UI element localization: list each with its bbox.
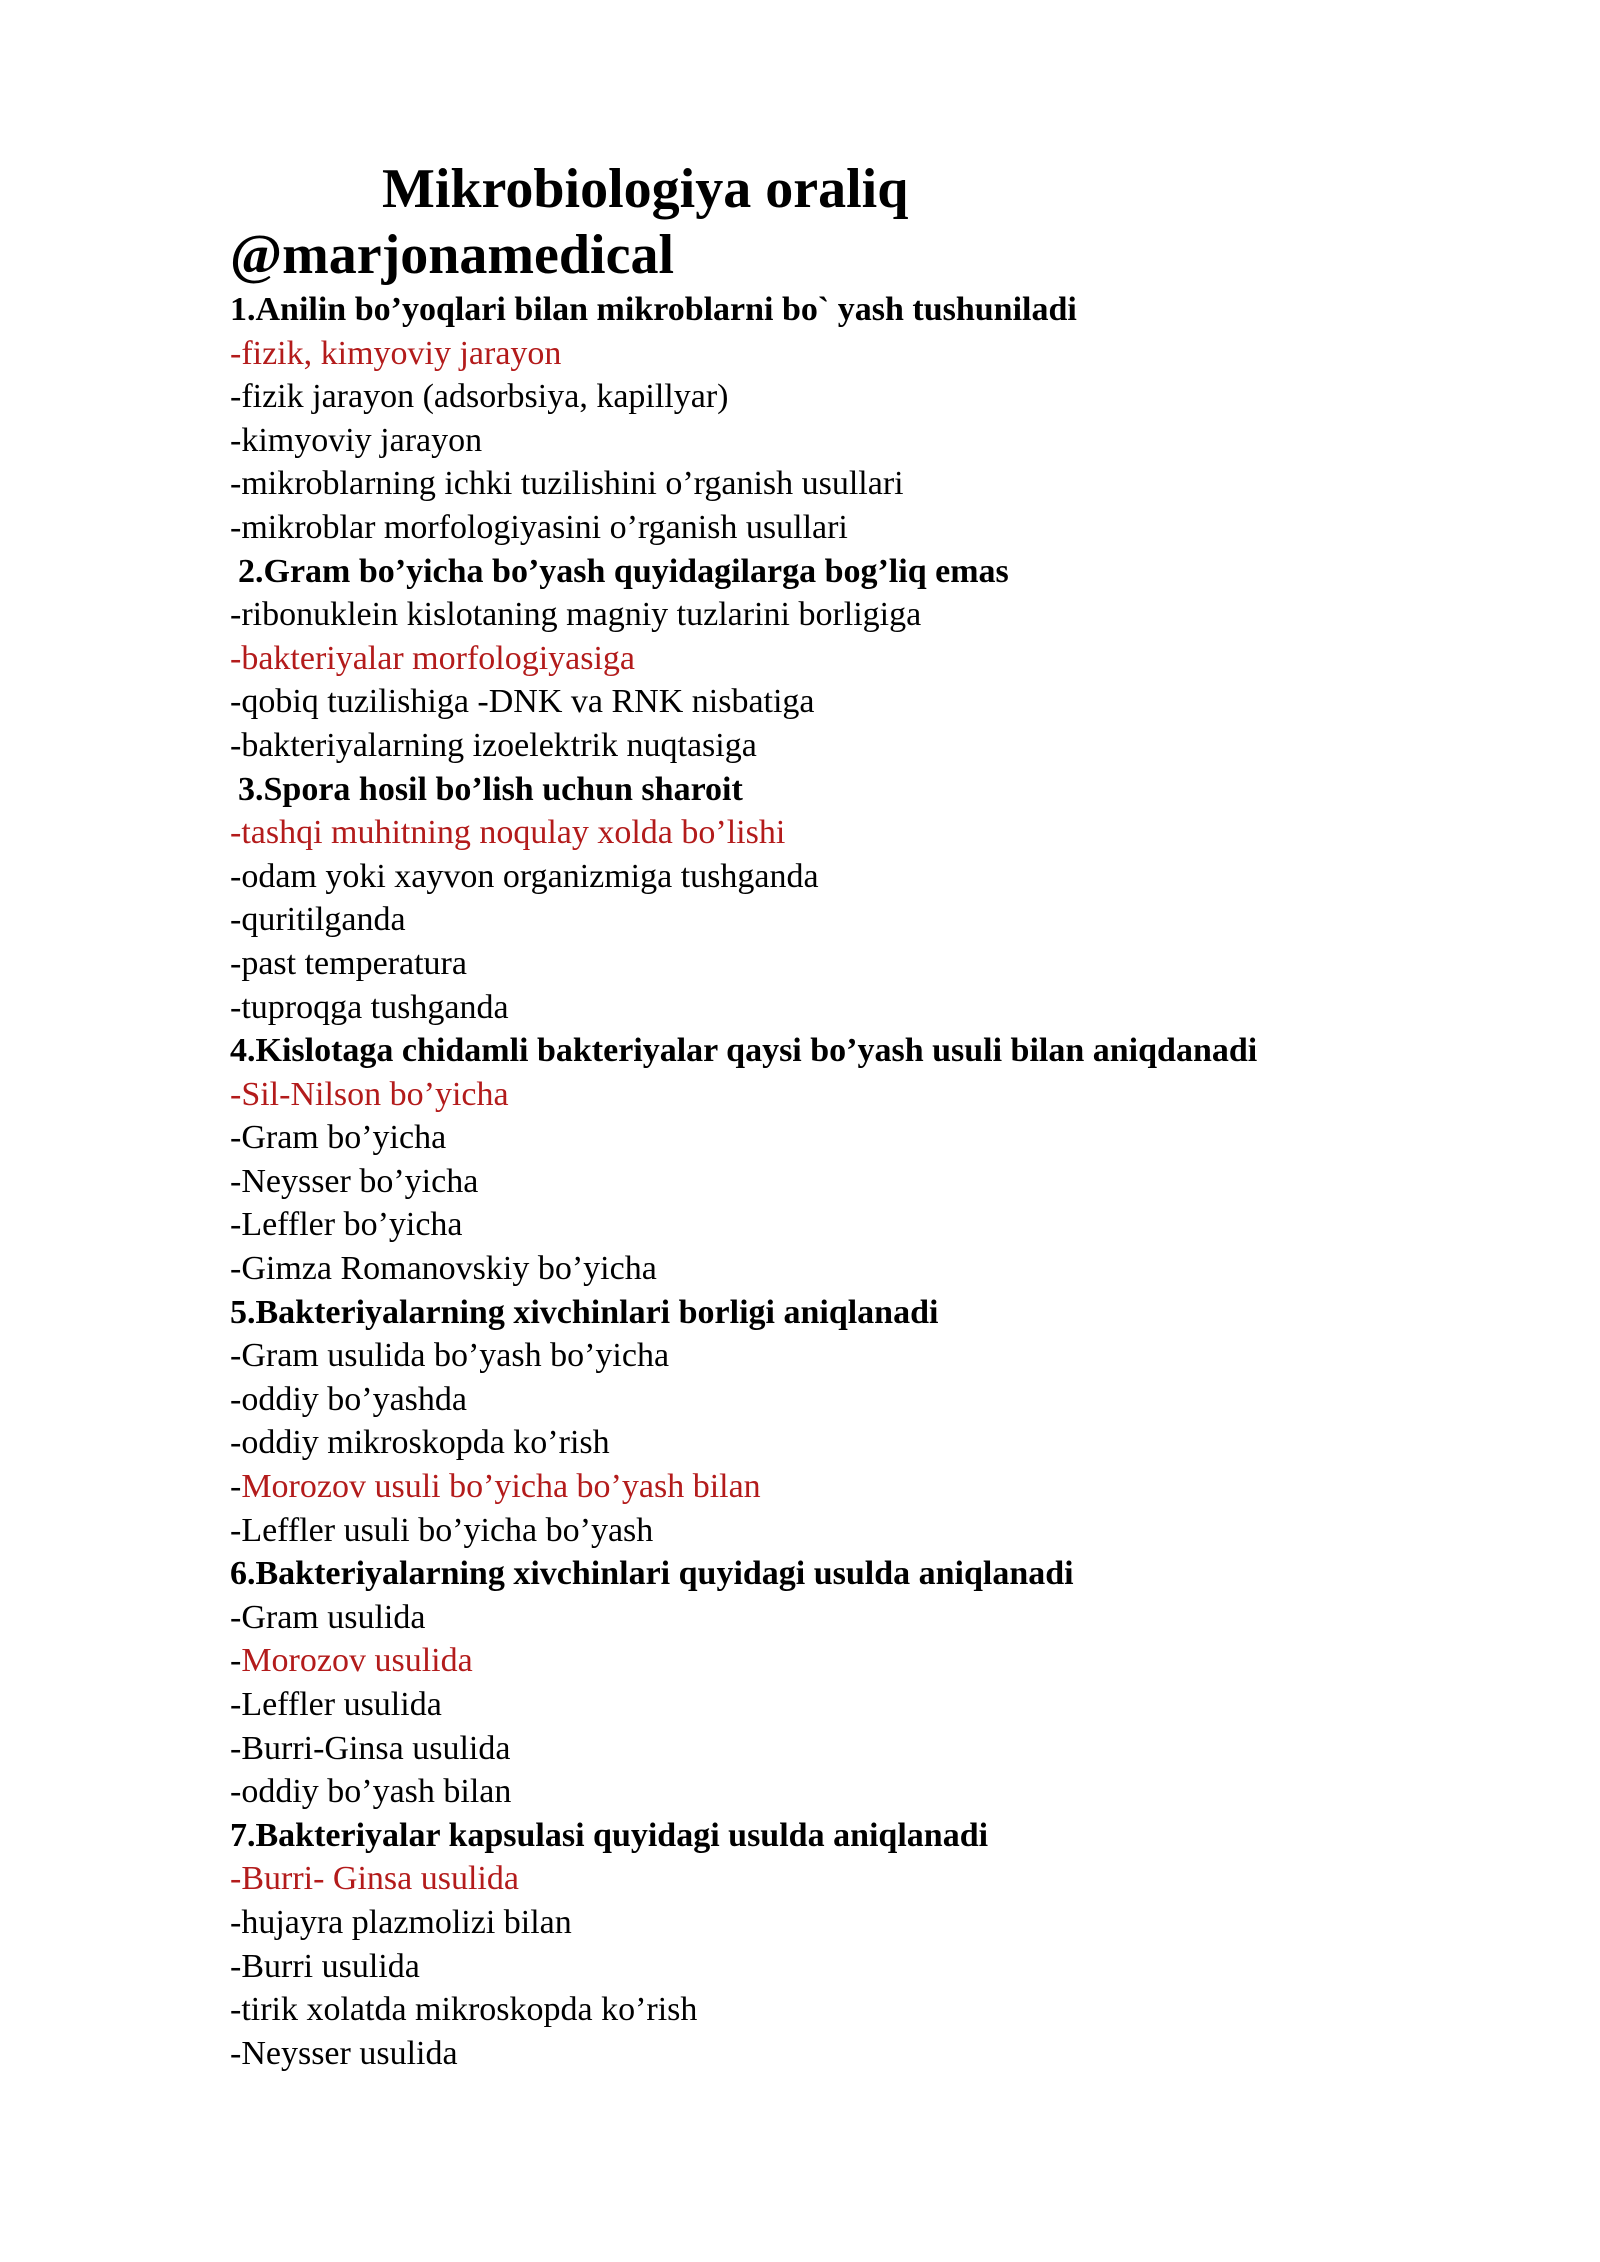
answer-option-correct: -Sil-Nilson bo’yicha	[230, 1075, 509, 1113]
question-block	[230, 1291, 1530, 1553]
question-block	[230, 1552, 1530, 1814]
answer-option-correct	[230, 1639, 1530, 1683]
answer-option: -Gram usulida bo’yash bo’yicha	[230, 1337, 670, 1375]
question-text: 3.Spora hosil bo’lish uchun sharoit	[238, 770, 743, 808]
answer-option: -fizik jarayon (adsorbsiya, kapillyar)	[230, 378, 729, 416]
answer-option: -odam yoki xayvon organizmiga tushganda	[230, 857, 819, 895]
question-block	[230, 288, 1530, 550]
question-text: 5.Bakteriyalarning xivchinlari borligi aniqlanadi	[230, 1293, 939, 1331]
question-text: 4.Kislotaga chidamli bakteriyalar qaysi bo’yash usuli bilan aniqdanadi	[230, 1032, 1258, 1070]
answer-option: -kimyoviy jarayon	[230, 421, 483, 459]
answer-option: -bakteriyalarning izoelektrik nuqtasiga	[230, 726, 757, 764]
document-subtitle: @marjonamedical	[230, 224, 675, 286]
question-text: 7.Bakteriyalar kapsulasi quyidagi usulda aniqlanadi	[230, 1816, 989, 1854]
answer-option: -Gram usulida	[230, 1598, 426, 1636]
answer-option-correct: -bakteriyalar morfologiyasiga	[230, 639, 636, 677]
option-dash: -	[230, 1468, 242, 1506]
answer-option-correct: -fizik, kimyoviy jarayon	[230, 334, 562, 372]
answer-option: -Burri usulida	[230, 1947, 420, 1985]
question-text: 1.Anilin bo’yoqlari bilan mikroblarni bo` yash tushuniladi	[230, 291, 1077, 328]
answer-option-correct: -Burri- Ginsa usulida	[230, 1860, 519, 1898]
option-dash: -	[230, 1642, 242, 1680]
question-text: 6.Bakteriyalarning xivchinlari quyidagi usulda aniqlanadi	[230, 1555, 1074, 1593]
answer-option: -qobiq tuzilishiga -DNK va RNK nisbatiga	[230, 683, 815, 721]
answer-option: -oddiy bo’yash bilan	[230, 1773, 512, 1811]
question-block	[230, 550, 1530, 768]
answer-option-correct-text: Morozov usuli bo’yicha bo’yash bilan	[241, 1468, 761, 1506]
answer-option: -Leffler bo’yicha	[230, 1206, 463, 1244]
answer-option: -ribonuklein kislotaning magniy tuzlarini borligiga	[230, 596, 922, 634]
question-text: 2.Gram bo’yicha bo’yash quyidagilarga bog’liq emas	[238, 552, 1009, 590]
answer-option: -oddiy mikroskopda ko’rish	[230, 1424, 610, 1462]
answer-option: -Neysser bo’yicha	[230, 1162, 479, 1200]
document-page	[230, 156, 1530, 2075]
answer-option: -mikroblarning ichki tuzilishini o’rganish usullari	[230, 465, 904, 503]
question-block	[230, 1029, 1530, 1291]
answer-option: -past temperatura	[230, 944, 467, 982]
answer-option: -tuproqga tushganda	[230, 988, 509, 1026]
answer-option-correct: -tashqi muhitning noqulay xolda bo’lishi	[230, 814, 786, 852]
answer-option: -oddiy bo’yashda	[230, 1380, 468, 1418]
answer-option: -tirik xolatda mikroskopda ko’rish	[230, 1991, 698, 2029]
document-title: Mikrobiologiya oraliq	[382, 158, 909, 220]
answer-option-correct	[230, 1465, 1530, 1509]
question-block	[230, 1814, 1530, 2076]
question-block	[230, 768, 1530, 1030]
answer-option: -Neysser usulida	[230, 2034, 458, 2072]
answer-option-correct-text: Morozov usulida	[241, 1642, 473, 1680]
answer-option: -Gram bo’yicha	[230, 1119, 447, 1157]
answer-option: -Burri-Ginsa usulida	[230, 1729, 511, 1767]
answer-option: -hujayra plazmolizi bilan	[230, 1903, 572, 1941]
answer-option: -Leffler usulida	[230, 1686, 442, 1723]
answer-option: -quritilganda	[230, 901, 406, 939]
answer-option: -Leffler usuli bo’yicha bo’yash	[230, 1511, 654, 1549]
answer-option: -Gimza Romanovskiy bo’yicha	[230, 1250, 657, 1288]
answer-option: -mikroblar morfologiyasini o’rganish usullari	[230, 508, 848, 546]
